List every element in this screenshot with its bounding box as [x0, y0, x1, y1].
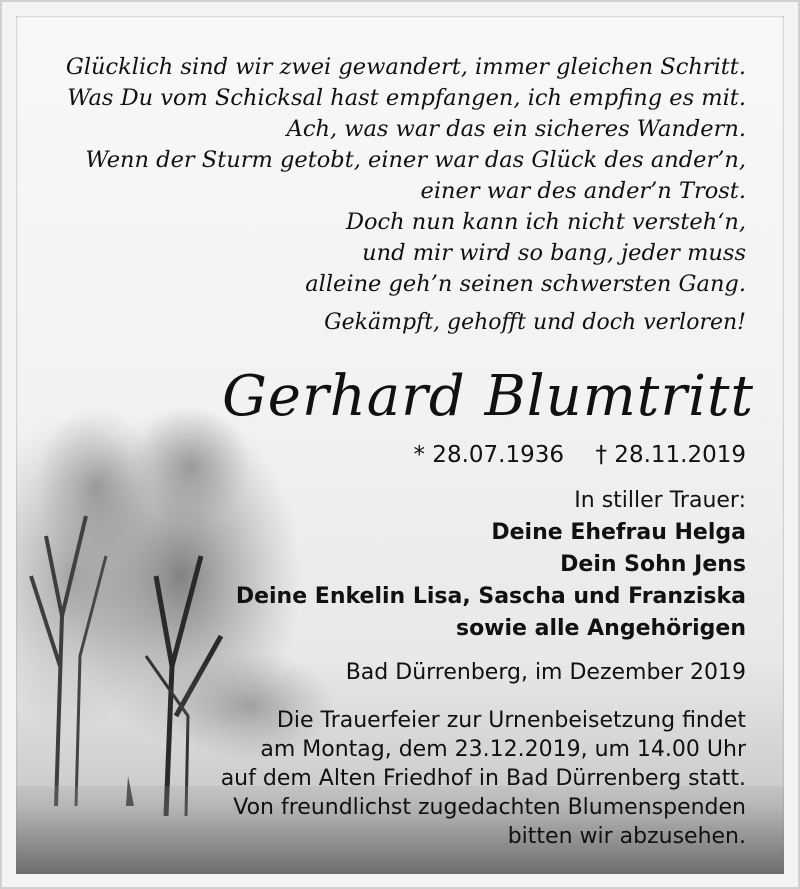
death-date: † 28.11.2019 [595, 442, 746, 468]
mourner-line: Dein Sohn Jens [560, 552, 746, 577]
poem-line-8: alleine geh’n seinen schwersten Gang. [305, 271, 746, 297]
funeral-line: am Montag, dem 23.12.2019, um 14.00 Uhr [260, 737, 746, 762]
poem-line-5: einer war des ander’n Trost. [420, 178, 746, 204]
mourner-line: Deine Enkelin Lisa, Sascha und Franziska [235, 584, 746, 609]
poem-line-6: Doch nun kann ich nicht versteh‘n, [345, 209, 746, 235]
poem-line-7: und mir wird so bang, jeder muss [362, 240, 746, 266]
poem-line-4: Wenn der Sturm getobt, einer war das Glück des ander’n, [85, 147, 746, 173]
funeral-line: bitten wir abzusehen. [507, 824, 746, 849]
poem-line-1: Glücklich sind wir zwei gewandert, immer gleichen Schritt. [65, 54, 746, 80]
funeral-line: Die Trauerfeier zur Urnenbeisetzung findet [276, 708, 746, 733]
funeral-line: auf dem Alten Friedhof in Bad Dürrenberg statt. [220, 766, 746, 791]
place-date: Bad Dürrenberg, im Dezember 2019 [345, 660, 746, 685]
obituary-card [16, 16, 784, 874]
mourner-line: sowie alle Angehörigen [455, 616, 746, 641]
poem-line-2: Was Du vom Schicksal hast empfangen, ich empfing es mit. [67, 85, 746, 111]
poem-line-3: Ach, was war das ein sicheres Wandern. [286, 116, 746, 142]
mourning-intro: In stiller Trauer: [574, 488, 746, 513]
mourner-line: Deine Ehefrau Helga [491, 520, 746, 545]
birth-date: * 28.07.1936 [413, 442, 564, 468]
deceased-name: Gerhard Blumtritt [222, 364, 754, 429]
motto: Gekämpft, gehofft und doch verloren! [324, 310, 746, 335]
funeral-line: Von freundlichst zugedachten Blumenspenden [233, 795, 746, 820]
